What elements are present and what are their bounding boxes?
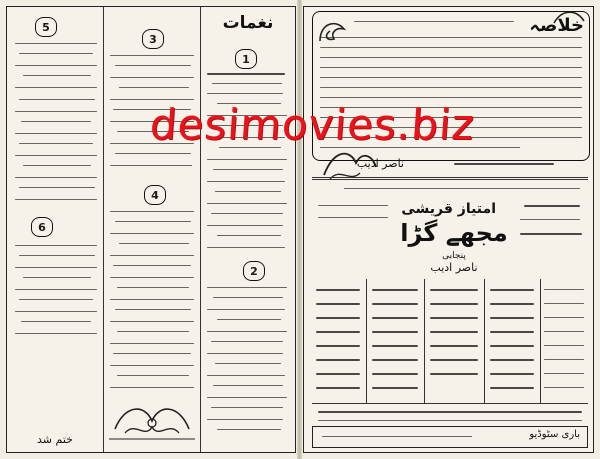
synopsis-page [303, 6, 594, 453]
song-number-badge: 4 [144, 185, 166, 205]
column-rule [103, 7, 104, 452]
song-number-badge: 2 [243, 261, 265, 281]
ending-note: ختم شد [37, 433, 73, 446]
writer-name: ناصر ادیب [430, 261, 478, 274]
film-language: پنجابی [442, 251, 466, 261]
songs-heading: نغمات [222, 13, 274, 33]
page-fold [297, 0, 302, 459]
song-number-badge: 5 [35, 17, 57, 37]
summary-title: خلاصہ [529, 15, 584, 36]
watermark-text: desimovies.biz [148, 100, 477, 149]
song-number-badge: 3 [142, 29, 164, 49]
song-number-badge: 1 [235, 49, 257, 69]
flourish-icon [552, 7, 586, 27]
ornament-icon [105, 399, 199, 447]
song-number-badge: 6 [31, 217, 53, 237]
songs-page [6, 6, 296, 453]
flourish-icon [316, 17, 350, 47]
film-title: مجھے گڑا [400, 219, 508, 247]
footer-studio: باری سٹوڈیو [529, 429, 580, 440]
column-rule [200, 7, 201, 452]
presenter-name: امتیاز قریشی [401, 201, 496, 217]
cast-heading: ناصر ادیب [356, 157, 404, 170]
